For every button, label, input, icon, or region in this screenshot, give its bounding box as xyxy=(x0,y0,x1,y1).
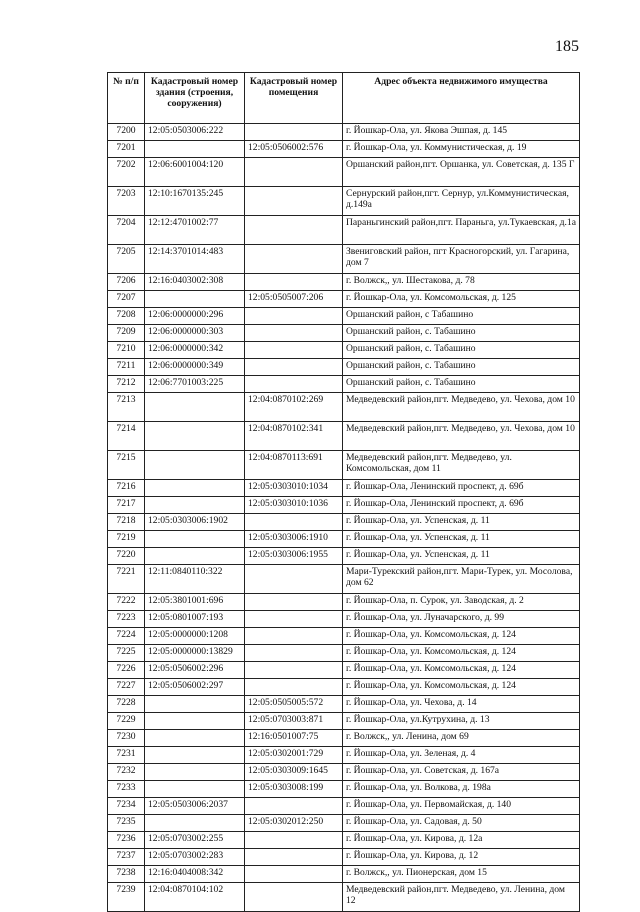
cell-premises-cadastral xyxy=(245,628,343,645)
header-building-cadastral: Кадастровый номер здания (строения, сооружения) xyxy=(145,73,245,124)
cell-num: 7239 xyxy=(108,883,145,912)
cell-building-cadastral: 12:12:4701002:77 xyxy=(145,216,245,245)
cell-address: г. Йошкар-Ола, ул. Коммунистическая, д. 19 xyxy=(343,141,580,158)
cell-premises-cadastral: 12:04:0870102:341 xyxy=(245,422,343,451)
table-row xyxy=(108,291,580,308)
cell-building-cadastral: 12:05:0303006:1902 xyxy=(145,514,245,531)
cell-building-cadastral xyxy=(145,291,245,308)
cell-num: 7209 xyxy=(108,325,145,342)
table-row xyxy=(108,480,580,497)
table-row xyxy=(108,594,580,611)
cell-address: г. Йошкар-Ола, ул. Комсомольская, д. 124 xyxy=(343,679,580,696)
cell-premises-cadastral: 12:05:0302012:250 xyxy=(245,815,343,832)
cell-building-cadastral: 12:14:3701014:483 xyxy=(145,245,245,274)
table-row xyxy=(108,342,580,359)
table-row xyxy=(108,531,580,548)
cell-premises-cadastral xyxy=(245,359,343,376)
cell-building-cadastral: 12:05:0000000:13829 xyxy=(145,645,245,662)
table-row xyxy=(108,883,580,912)
cell-building-cadastral: 12:16:0404008:342 xyxy=(145,866,245,883)
table-row xyxy=(108,325,580,342)
table-row xyxy=(108,645,580,662)
cell-building-cadastral: 12:05:0703002:255 xyxy=(145,832,245,849)
table-row xyxy=(108,764,580,781)
cell-premises-cadastral xyxy=(245,342,343,359)
cell-premises-cadastral xyxy=(245,514,343,531)
cell-premises-cadastral xyxy=(245,866,343,883)
cell-num: 7206 xyxy=(108,274,145,291)
cell-address: Медведевский район,пгт. Медведево, ул. Чехова, дом 10 xyxy=(343,422,580,451)
table-row xyxy=(108,393,580,422)
cell-building-cadastral xyxy=(145,781,245,798)
cell-num: 7233 xyxy=(108,781,145,798)
cell-num: 7231 xyxy=(108,747,145,764)
cell-building-cadastral: 12:06:0000000:296 xyxy=(145,308,245,325)
cell-num: 7229 xyxy=(108,713,145,730)
cell-num: 7210 xyxy=(108,342,145,359)
cell-premises-cadastral xyxy=(245,798,343,815)
cell-num: 7214 xyxy=(108,422,145,451)
table-row xyxy=(108,730,580,747)
cell-address: г. Йошкар-Ола, Ленинский проспект, д. 69б xyxy=(343,497,580,514)
cell-premises-cadastral xyxy=(245,679,343,696)
table-row xyxy=(108,696,580,713)
cell-address: Оршанский район,пгт. Оршанка, ул. Советская, д. 135 Г xyxy=(343,158,580,187)
cell-premises-cadastral: 12:04:0870113:691 xyxy=(245,451,343,480)
cell-building-cadastral: 12:05:0000000:1208 xyxy=(145,628,245,645)
cell-num: 7202 xyxy=(108,158,145,187)
cell-address: Оршанский район, с Табашино xyxy=(343,308,580,325)
cell-num: 7211 xyxy=(108,359,145,376)
cell-address: г. Йошкар-Ола, Ленинский проспект, д. 69б xyxy=(343,480,580,497)
cell-address: г. Йошкар-Ола, ул. Комсомольская, д. 124 xyxy=(343,628,580,645)
cell-address: Медведевский район,пгт. Медведево, ул. Чехова, дом 10 xyxy=(343,393,580,422)
cell-premises-cadastral: 12:05:0302001:729 xyxy=(245,747,343,764)
cell-premises-cadastral xyxy=(245,645,343,662)
cell-premises-cadastral: 12:05:0303009:1645 xyxy=(245,764,343,781)
cell-num: 7230 xyxy=(108,730,145,747)
cell-building-cadastral: 12:06:0000000:342 xyxy=(145,342,245,359)
cell-num: 7219 xyxy=(108,531,145,548)
cell-address: Оршанский район, с. Табашино xyxy=(343,376,580,393)
table-row xyxy=(108,798,580,815)
cell-address: г. Йошкар-Ола, ул. Кирова, д. 12 xyxy=(343,849,580,866)
cell-address: Параньгинский район,пгт. Параньга, ул.Тукаевская, д.1а xyxy=(343,216,580,245)
cell-address: г. Волжск,, ул. Шестакова, д. 78 xyxy=(343,274,580,291)
cell-address: г. Йошкар-Ола, п. Сурок, ул. Заводская, д. 2 xyxy=(343,594,580,611)
cell-address: Мари-Турекский район,пгт. Мари-Турек, ул. Мосолова, дом 62 xyxy=(343,565,580,594)
table-header-row xyxy=(108,73,580,124)
table-row xyxy=(108,124,580,141)
cell-building-cadastral xyxy=(145,141,245,158)
cell-address: Сернурский район,пгт. Сернур, ул.Коммунистическая, д.149а xyxy=(343,187,580,216)
page-number: 185 xyxy=(555,38,579,55)
cell-address: Оршанский район, с. Табашино xyxy=(343,359,580,376)
cell-address: Звениговский район, пгт Красногорский, ул. Гагарина, дом 7 xyxy=(343,245,580,274)
table-row xyxy=(108,274,580,291)
cell-address: г. Йошкар-Ола, ул. Волкова, д. 198а xyxy=(343,781,580,798)
cell-address: г. Йошкар-Ола, ул. Успенская, д. 11 xyxy=(343,514,580,531)
cell-num: 7232 xyxy=(108,764,145,781)
cell-num: 7207 xyxy=(108,291,145,308)
cell-premises-cadastral: 12:04:0870102:269 xyxy=(245,393,343,422)
cell-building-cadastral: 12:05:0503006:222 xyxy=(145,124,245,141)
cell-premises-cadastral xyxy=(245,662,343,679)
table-row xyxy=(108,514,580,531)
cell-num: 7220 xyxy=(108,548,145,565)
cell-address: Оршанский район, с. Табашино xyxy=(343,325,580,342)
table-row xyxy=(108,216,580,245)
table-row xyxy=(108,187,580,216)
cell-num: 7204 xyxy=(108,216,145,245)
cell-num: 7222 xyxy=(108,594,145,611)
table-row xyxy=(108,565,580,594)
cell-premises-cadastral: 12:05:0505007:206 xyxy=(245,291,343,308)
cell-num: 7225 xyxy=(108,645,145,662)
cell-building-cadastral: 12:06:7701003:225 xyxy=(145,376,245,393)
table-row xyxy=(108,548,580,565)
cell-address: г. Йошкар-Ола, ул. Луначарского, д. 99 xyxy=(343,611,580,628)
cell-premises-cadastral xyxy=(245,325,343,342)
table-row xyxy=(108,611,580,628)
cell-num: 7237 xyxy=(108,849,145,866)
table-row xyxy=(108,359,580,376)
table-row xyxy=(108,158,580,187)
cell-building-cadastral xyxy=(145,548,245,565)
table-row xyxy=(108,245,580,274)
cell-num: 7201 xyxy=(108,141,145,158)
cell-address: г. Йошкар-Ола, ул. Успенская, д. 11 xyxy=(343,548,580,565)
cell-premises-cadastral xyxy=(245,376,343,393)
cell-premises-cadastral: 12:16:0501007:75 xyxy=(245,730,343,747)
cell-num: 7227 xyxy=(108,679,145,696)
table-row xyxy=(108,422,580,451)
cell-num: 7208 xyxy=(108,308,145,325)
table-row xyxy=(108,713,580,730)
table-row xyxy=(108,679,580,696)
cell-address: г. Йошкар-Ола, ул. Комсомольская, д. 124 xyxy=(343,645,580,662)
table-row xyxy=(108,141,580,158)
cell-building-cadastral xyxy=(145,730,245,747)
cell-address: г. Йошкар-Ола, ул. Зеленая, д. 4 xyxy=(343,747,580,764)
table-row xyxy=(108,747,580,764)
cell-building-cadastral: 12:16:0403002:308 xyxy=(145,274,245,291)
cell-building-cadastral xyxy=(145,696,245,713)
table-row xyxy=(108,451,580,480)
cell-building-cadastral: 12:05:0506002:296 xyxy=(145,662,245,679)
cell-num: 7234 xyxy=(108,798,145,815)
cell-num: 7236 xyxy=(108,832,145,849)
cell-building-cadastral: 12:05:0801007:193 xyxy=(145,611,245,628)
cell-address: г. Йошкар-Ола, ул.Кутрухина, д. 13 xyxy=(343,713,580,730)
cell-building-cadastral: 12:06:0000000:303 xyxy=(145,325,245,342)
cell-num: 7235 xyxy=(108,815,145,832)
cell-premises-cadastral: 12:05:0303010:1036 xyxy=(245,497,343,514)
cell-premises-cadastral: 12:05:0505005:572 xyxy=(245,696,343,713)
table-row xyxy=(108,376,580,393)
cell-building-cadastral xyxy=(145,713,245,730)
cell-num: 7200 xyxy=(108,124,145,141)
cell-building-cadastral: 12:05:0703002:283 xyxy=(145,849,245,866)
table-row xyxy=(108,832,580,849)
table-row xyxy=(108,849,580,866)
cell-building-cadastral: 12:04:0870104:102 xyxy=(145,883,245,912)
cell-premises-cadastral xyxy=(245,245,343,274)
cell-building-cadastral xyxy=(145,480,245,497)
cell-num: 7228 xyxy=(108,696,145,713)
cell-address: Медведевский район,пгт. Медведево, ул. Ленина, дом 12 xyxy=(343,883,580,912)
cell-num: 7224 xyxy=(108,628,145,645)
cell-address: г. Йошкар-Ола, ул. Комсомольская, д. 124 xyxy=(343,662,580,679)
header-address: Адрес объекта недвижимого имущества xyxy=(343,73,580,124)
cell-building-cadastral: 12:06:6001004:120 xyxy=(145,158,245,187)
cell-num: 7226 xyxy=(108,662,145,679)
cell-num: 7203 xyxy=(108,187,145,216)
cell-premises-cadastral xyxy=(245,216,343,245)
cell-num: 7215 xyxy=(108,451,145,480)
cell-building-cadastral xyxy=(145,764,245,781)
cell-premises-cadastral xyxy=(245,832,343,849)
table-row xyxy=(108,497,580,514)
header-num: № п/п xyxy=(108,73,145,124)
cell-building-cadastral xyxy=(145,747,245,764)
cell-premises-cadastral xyxy=(245,611,343,628)
cell-building-cadastral xyxy=(145,531,245,548)
header-premises-cadastral: Кадастровый номер помещения xyxy=(245,73,343,124)
cell-num: 7223 xyxy=(108,611,145,628)
cell-address: г. Волжск,, ул. Ленина, дом 69 xyxy=(343,730,580,747)
cell-building-cadastral xyxy=(145,393,245,422)
cell-address: г. Йошкар-Ола, ул. Садовая, д. 50 xyxy=(343,815,580,832)
cell-building-cadastral: 12:11:0840110:322 xyxy=(145,565,245,594)
cell-address: г. Йошкар-Ола, ул. Кирова, д. 12а xyxy=(343,832,580,849)
cell-num: 7238 xyxy=(108,866,145,883)
cell-premises-cadastral xyxy=(245,849,343,866)
registry-table xyxy=(107,72,580,912)
cell-premises-cadastral xyxy=(245,883,343,912)
cell-address: г. Йошкар-Ола, ул. Комсомольская, д. 125 xyxy=(343,291,580,308)
cell-premises-cadastral: 12:05:0303010:1034 xyxy=(245,480,343,497)
cell-address: г. Йошкар-Ола, ул. Чехова, д. 14 xyxy=(343,696,580,713)
cell-building-cadastral xyxy=(145,497,245,514)
cell-num: 7221 xyxy=(108,565,145,594)
cell-address: Оршанский район, с. Табашино xyxy=(343,342,580,359)
cell-address: г. Йошкар-Ола, ул. Успенская, д. 11 xyxy=(343,531,580,548)
cell-building-cadastral: 12:10:1670135:245 xyxy=(145,187,245,216)
cell-premises-cadastral: 12:05:0703003:871 xyxy=(245,713,343,730)
cell-num: 7213 xyxy=(108,393,145,422)
cell-num: 7205 xyxy=(108,245,145,274)
table-row xyxy=(108,628,580,645)
cell-building-cadastral: 12:06:0000000:349 xyxy=(145,359,245,376)
table-row xyxy=(108,866,580,883)
cell-premises-cadastral xyxy=(245,124,343,141)
cell-address: Медведевский район,пгт. Медведево, ул. Комсомольская, дом 11 xyxy=(343,451,580,480)
cell-num: 7216 xyxy=(108,480,145,497)
cell-premises-cadastral: 12:05:0303006:1910 xyxy=(245,531,343,548)
cell-building-cadastral xyxy=(145,451,245,480)
cell-address: г. Волжск,, ул. Пионерская, дом 15 xyxy=(343,866,580,883)
cell-building-cadastral xyxy=(145,815,245,832)
cell-address: г. Йошкар-Ола, ул. Советская, д. 167а xyxy=(343,764,580,781)
cell-premises-cadastral: 12:05:0506002:576 xyxy=(245,141,343,158)
cell-premises-cadastral xyxy=(245,594,343,611)
cell-premises-cadastral xyxy=(245,565,343,594)
cell-building-cadastral xyxy=(145,422,245,451)
cell-premises-cadastral xyxy=(245,158,343,187)
cell-building-cadastral: 12:05:0506002:297 xyxy=(145,679,245,696)
cell-address: г. Йошкар-Ола, ул. Первомайская, д. 140 xyxy=(343,798,580,815)
cell-num: 7217 xyxy=(108,497,145,514)
cell-premises-cadastral xyxy=(245,274,343,291)
cell-num: 7218 xyxy=(108,514,145,531)
table-row xyxy=(108,308,580,325)
cell-building-cadastral: 12:05:3801001:696 xyxy=(145,594,245,611)
cell-premises-cadastral: 12:05:0303006:1955 xyxy=(245,548,343,565)
cell-premises-cadastral: 12:05:0303008:199 xyxy=(245,781,343,798)
table-row xyxy=(108,781,580,798)
cell-premises-cadastral xyxy=(245,308,343,325)
cell-address: г. Йошкар-Ола, ул. Якова Эшпая, д. 145 xyxy=(343,124,580,141)
table-row xyxy=(108,815,580,832)
cell-premises-cadastral xyxy=(245,187,343,216)
table-row xyxy=(108,662,580,679)
cell-num: 7212 xyxy=(108,376,145,393)
cell-building-cadastral: 12:05:0503006:2037 xyxy=(145,798,245,815)
